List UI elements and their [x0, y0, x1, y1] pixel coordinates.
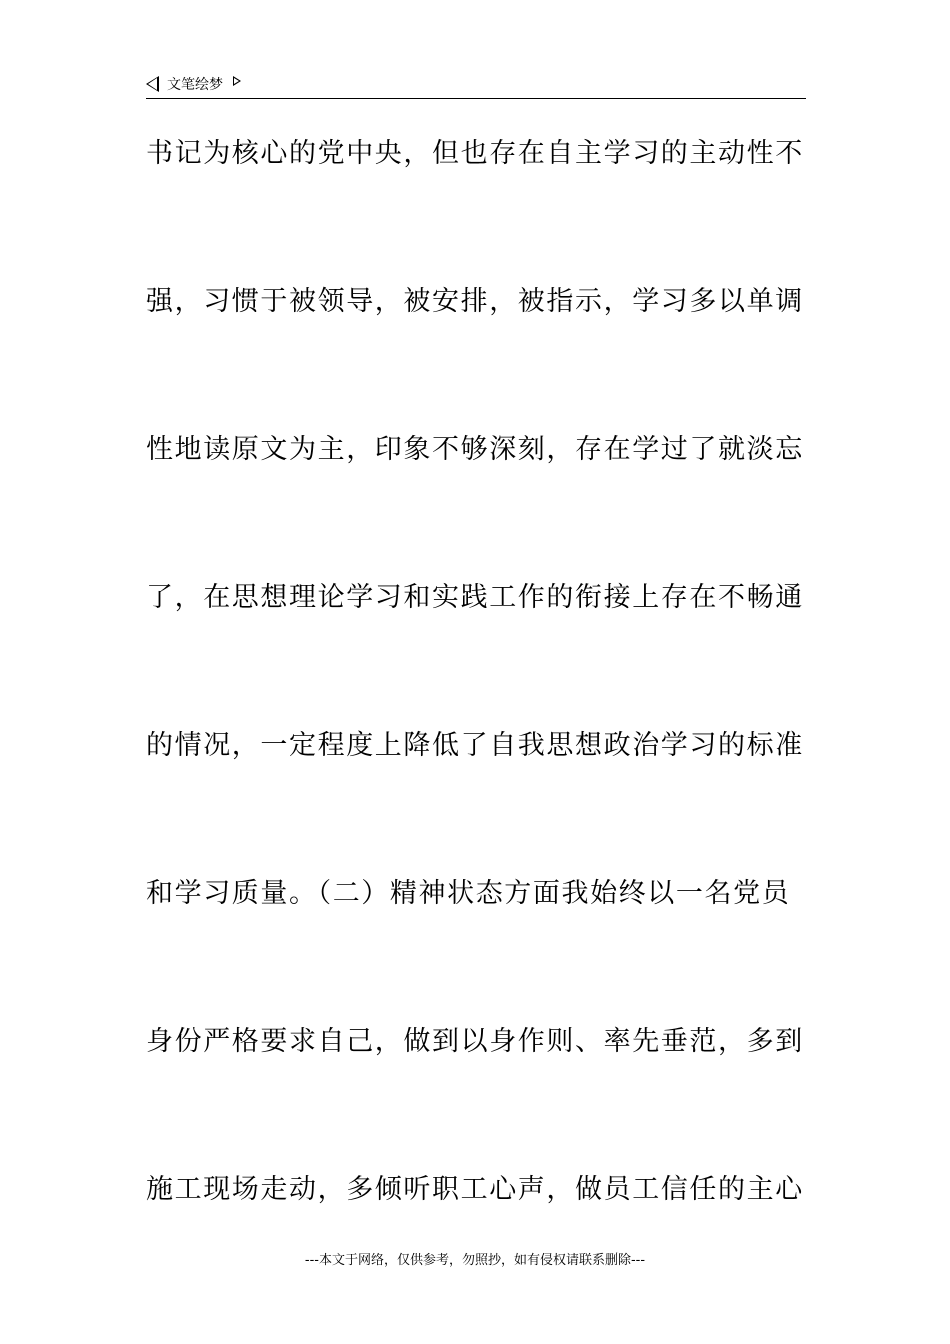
- text-line: 书记为核心的党中央，但也存在自主学习的主动性不: [146, 138, 804, 169]
- text-line: 强，习惯于被领导，被安排，被指示，学习多以单调: [146, 286, 804, 317]
- header-title: 文笔绘梦: [167, 77, 223, 93]
- text-line: 身份严格要求自己，做到以身作则、率先垂范，多到: [146, 1026, 804, 1057]
- triangle-left-icon: [146, 76, 159, 92]
- page-footer: ---本文于网络，仅供参考，勿照抄，如有侵权请联系删除---: [304, 1253, 646, 1268]
- text-line: 了，在思想理论学习和实践工作的衔接上存在不畅通: [146, 582, 804, 613]
- text-line: 的情况，一定程度上降低了自我思想政治学习的标准: [146, 730, 804, 761]
- triangle-right-icon: [233, 76, 241, 86]
- page-header: [146, 72, 806, 99]
- text-line: 和学习质量。（二）精神状态方面我始终以一名党员: [146, 878, 791, 909]
- text-line: 性地读原文为主，印象不够深刻，存在学过了就淡忘: [146, 434, 804, 465]
- document-body: [146, 130, 808, 1314]
- text-line: 施工现场走动，多倾听职工心声，做员工信任的主心: [146, 1174, 804, 1205]
